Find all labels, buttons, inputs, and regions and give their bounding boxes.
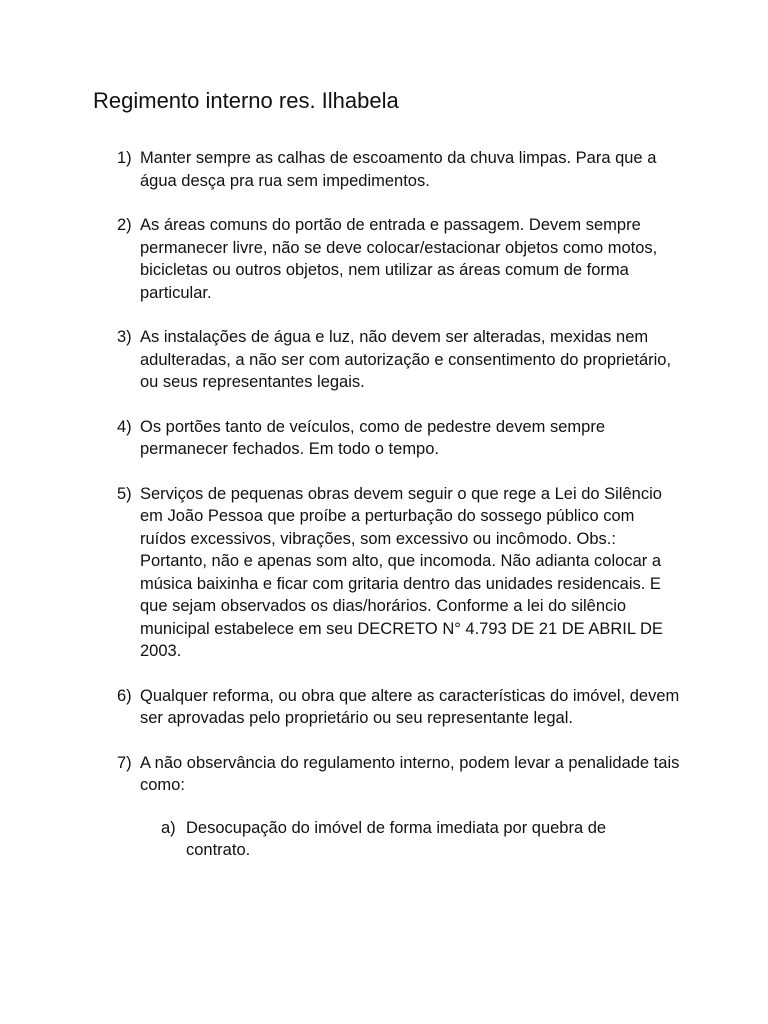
rule-number: 1) (117, 149, 132, 167)
rule-number: 3) (117, 328, 132, 346)
rule-number: 5) (117, 484, 132, 503)
subrule-item-a (140, 817, 656, 862)
rule-item-3 (93, 326, 680, 394)
rule-number: 7) (117, 753, 132, 772)
penalty-sublist (140, 817, 680, 862)
rule-number: 4) (117, 417, 132, 436)
rule-text: Serviços de pequenas obras devem seguir o que rege a Lei do Silêncio em João Pessoa que proíbe a perturbação do sossego público com ruídos excessivos, vibrações, som excessivo ou incômodo. Obs.: Portanto, não e apenas som alto, que incomoda. Não adianta colocar a música baixinha e ficar com gritaria dentro das unidades residencais. E que sejam observados os dias/horários. Conforme a lei do silêncio municipal estabelece em seu DECRETO N° 4.793 DE 21 DE ABRIL DE 2003. (140, 484, 663, 660)
rule-item-1 (93, 147, 680, 192)
subrule-letter: a) (161, 818, 176, 837)
rule-text: A não observância do regulamento interno, podem levar a penalidade tais como: (140, 753, 680, 794)
rule-text: As instalações de água e luz, não devem ser alteradas, mexidas nem adulteradas, a não ser com autorização e consentimento do proprietário, ou seus representantes legais. (140, 328, 672, 391)
rule-text: As áreas comuns do portão de entrada e passagem. Devem sempre permanecer livre, não se deve colocar/estacionar objetos como motos, bicicletas ou outros objetos, nem utilizar as áreas comum de forma particular. (140, 216, 658, 302)
rule-item-4 (93, 416, 680, 461)
rule-number: 6) (117, 686, 132, 705)
subrule-text: Desocupação do imóvel de forma imediata por quebra de contrato. (186, 818, 607, 859)
rule-text: Os portões tanto de veículos, como de pedestre devem sempre permanecer fechados. Em todo o tempo. (140, 417, 605, 458)
document-title: Regimento interno res. Ilhabela (93, 88, 399, 113)
rule-item-7 (93, 752, 680, 862)
rule-text: Manter sempre as calhas de escoamento da chuva limpas. Para que a água desça pra rua sem impedimentos. (140, 149, 657, 190)
rule-item-5 (93, 483, 680, 663)
rule-item-2 (93, 214, 680, 304)
rule-item-6 (93, 685, 680, 730)
rule-text: Qualquer reforma, ou obra que altere as características do imóvel, devem ser aprovadas pelo proprietário ou seu representante legal. (140, 686, 680, 727)
rules-list (93, 147, 768, 862)
rule-number: 2) (117, 216, 132, 234)
